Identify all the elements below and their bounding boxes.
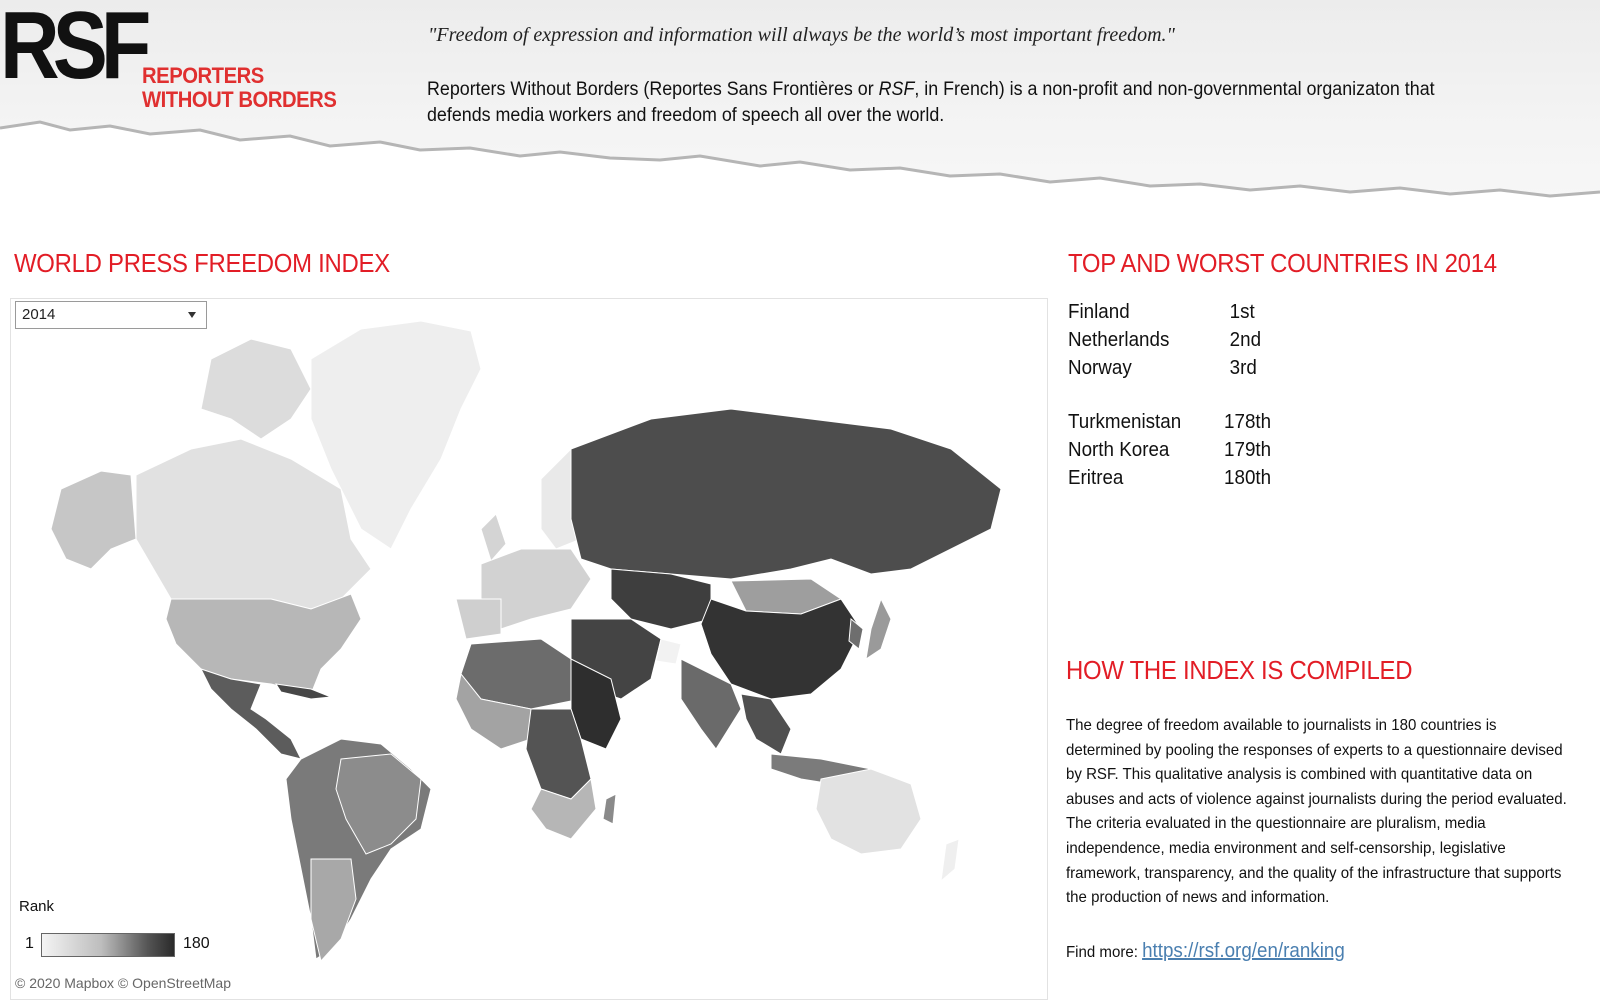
header-about	[427, 77, 1461, 129]
top-worst-title: TOP AND WORST COUNTRIES IN 2014	[1068, 248, 1497, 278]
map-iberia	[456, 599, 501, 639]
world-map-graphic[interactable]	[11, 299, 1047, 999]
map-afghanistan	[656, 639, 681, 664]
logo-line-2: WITHOUT BORDERS	[142, 87, 337, 112]
country-rank: 1st	[1229, 301, 1255, 323]
country-name: Turkmenistan	[1068, 411, 1182, 433]
country-rank: 2nd	[1229, 329, 1262, 351]
map-usa	[166, 594, 361, 694]
map-alaska	[51, 471, 136, 569]
header-quote: "Freedom of expression and information will always be the world’s most important freedom."	[428, 24, 1175, 46]
map-section-title: WORLD PRESS FREEDOM INDEX	[14, 248, 390, 278]
map-uk	[481, 514, 506, 561]
logo-line-1: REPORTERS	[142, 63, 264, 88]
country-rank: 3rd	[1229, 357, 1257, 379]
world-map-panel[interactable]	[10, 298, 1048, 1000]
about-text-2: , in French) is a non-profit and non-governmental organizaton that defends media workers and freedom of speech all over the world.	[427, 79, 1435, 126]
country-name: Finland	[1068, 301, 1130, 323]
rank-color-legend	[41, 933, 175, 957]
find-more-label: Find more:	[1066, 944, 1138, 961]
country-name: Norway	[1068, 357, 1132, 379]
country-name: Netherlands	[1068, 329, 1170, 351]
map-arctic-islands	[201, 339, 311, 439]
how-compiled-title: HOW THE INDEX IS COMPILED	[1066, 655, 1413, 685]
map-southeast-asia	[741, 694, 791, 754]
map-madagascar	[603, 794, 616, 824]
torn-paper-header	[0, 0, 1600, 200]
country-rank: 178th	[1224, 411, 1272, 433]
about-text-1: Reporters Without Borders (Reportes Sans Frontières or	[427, 79, 879, 100]
country-rank: 179th	[1224, 439, 1272, 461]
logo-letters: RSF	[0, 0, 145, 99]
rsf-ranking-link[interactable]: https://rsf.org/en/ranking	[1142, 940, 1345, 962]
country-name: Eritrea	[1068, 467, 1124, 489]
year-dropdown-value: 2014	[22, 306, 56, 323]
map-new-zealand	[941, 839, 959, 881]
logo-wordmark	[142, 64, 336, 112]
map-australia	[816, 769, 921, 854]
about-text-rsf: RSF	[878, 79, 915, 100]
map-attribution[interactable]: © 2020 Mapbox © OpenStreetMap	[15, 975, 231, 991]
legend-max-label: 180	[183, 935, 210, 952]
map-chile-argentina	[311, 859, 356, 961]
country-name: North Korea	[1068, 439, 1170, 461]
rsf-logo-mark	[0, 0, 145, 99]
legend-title: Rank	[19, 898, 55, 915]
map-japan	[866, 599, 891, 659]
how-compiled-body: The degree of freedom available to journalists in 180 countries is determined by pooling the responses of experts to a questionnaire devised by RSF. This qualitative analysis is combined with quantitative data on abuses and acts of violence against journalists during the period evaluated. The criteria evaluated in the questionnaire are pluralism, media independence, media environment and self-censorship, legislative framework, transparency, and the quality of the infrastructure that supports the production of news and information.	[1066, 717, 1567, 907]
find-more	[1066, 940, 1345, 963]
legend-min-label: 1	[25, 935, 34, 952]
country-rank: 180th	[1224, 467, 1272, 489]
map-russia	[571, 409, 1001, 579]
